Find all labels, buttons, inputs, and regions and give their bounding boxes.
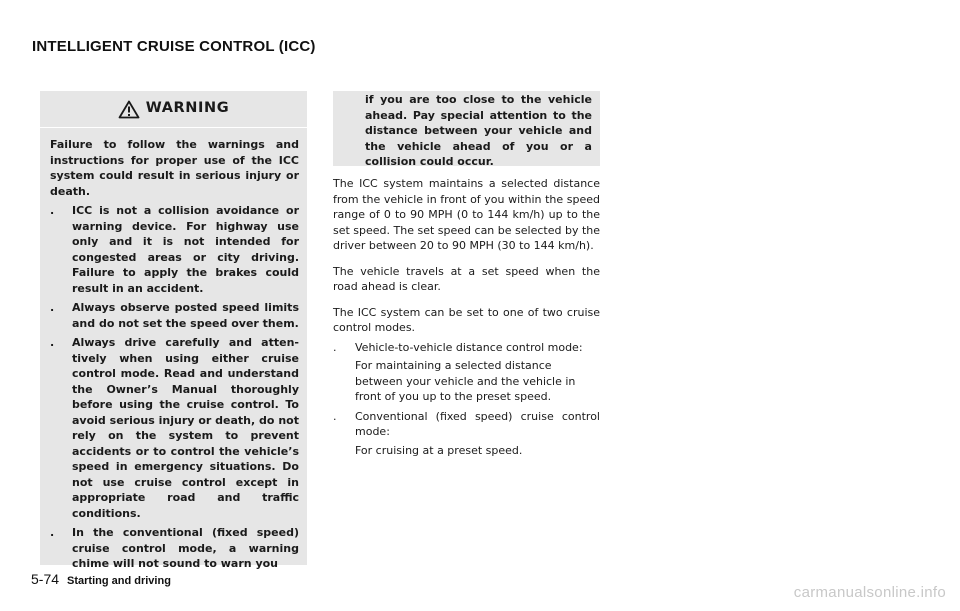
- mode-description: For maintaining a selected distance between your vehicle and the vehicle in front of you up to the preset speed.: [355, 359, 576, 403]
- left-column: [40, 91, 307, 570]
- bullet-mark: .: [333, 409, 337, 423]
- warning-item: [50, 203, 299, 296]
- warning-box-continued: [333, 91, 600, 166]
- warning-box: [40, 91, 307, 570]
- warning-item-text: ICC is not a collision avoidance or warning device. For highway use only and it is not intended for congested areas or city driving. Failure to apply the brakes could result in an accident.: [72, 204, 299, 295]
- mode-list: [333, 340, 600, 459]
- watermark: carmanualsonline.info: [793, 584, 946, 601]
- right-column: [333, 91, 600, 462]
- warning-list: [50, 203, 299, 572]
- warning-item-text: Always drive carefully and attentively when using either cruise control mode. Read and understand the Owner’s Manual thoroughly before using the cruise control. To avoid serious injury or death, do not rely on the system to prevent accidents or to control the vehicle’s speed in emergency situations. Do not use cruise control except in appropriate road and traffic conditions.: [72, 336, 299, 520]
- mode-item: [333, 409, 600, 459]
- page-footer: [31, 571, 171, 587]
- warning-intro: Failure to follow the warnings and instructions for proper use of the ICC system could result in serious injury or death.: [50, 138, 299, 198]
- warning-item: [50, 300, 299, 331]
- mode-item: [333, 340, 600, 405]
- warning-title: WARNING: [145, 100, 230, 117]
- body-paragraph: The ICC system maintains a selected distance from the vehicle in front of you within the speed range of 0 to 90 MPH (0 to 144 km/h) up to the set speed. The set speed can be selected by the driver between 20 to 90 MPH (30 to 144 km/h).: [333, 177, 600, 252]
- bullet-mark: .: [50, 336, 55, 349]
- mode-label: Conventional (fixed speed) cruise control mode:: [355, 409, 600, 438]
- chapter-title: Starting and driving: [67, 575, 171, 587]
- page-number: 5-74: [31, 571, 60, 587]
- warning-item: [50, 335, 299, 521]
- warning-item-text: In the conventional (fixed speed) cruise control mode, a warning chime will not sound to warn you: [72, 526, 299, 570]
- warning-item: [50, 525, 299, 572]
- bullet-mark: .: [333, 340, 337, 354]
- body-paragraph: The vehicle travels at a set speed when the road ahead is clear.: [333, 264, 600, 293]
- body-paragraph: The ICC system can be set to one of two cruise control modes.: [333, 305, 600, 334]
- bullet-mark: .: [50, 526, 55, 539]
- bullet-mark: .: [50, 301, 55, 314]
- warning-continuation: if you are too close to the vehicle ahead. Pay special attention to the distance between your vehicle and the vehicle ahead of you or a collision could occur.: [365, 93, 592, 168]
- section-title: INTELLIGENT CRUISE CONTROL (ICC): [32, 38, 316, 55]
- mode-label: Vehicle-to-vehicle distance control mode:: [355, 340, 583, 354]
- mode-description: For cruising at a preset speed.: [355, 443, 523, 457]
- bullet-mark: .: [50, 204, 55, 217]
- body-content: [333, 176, 600, 458]
- warning-triangle-icon: [118, 100, 140, 119]
- warning-header: [40, 91, 307, 128]
- warning-item-text: Always observe posted speed limits and do not set the speed over them.: [72, 301, 299, 330]
